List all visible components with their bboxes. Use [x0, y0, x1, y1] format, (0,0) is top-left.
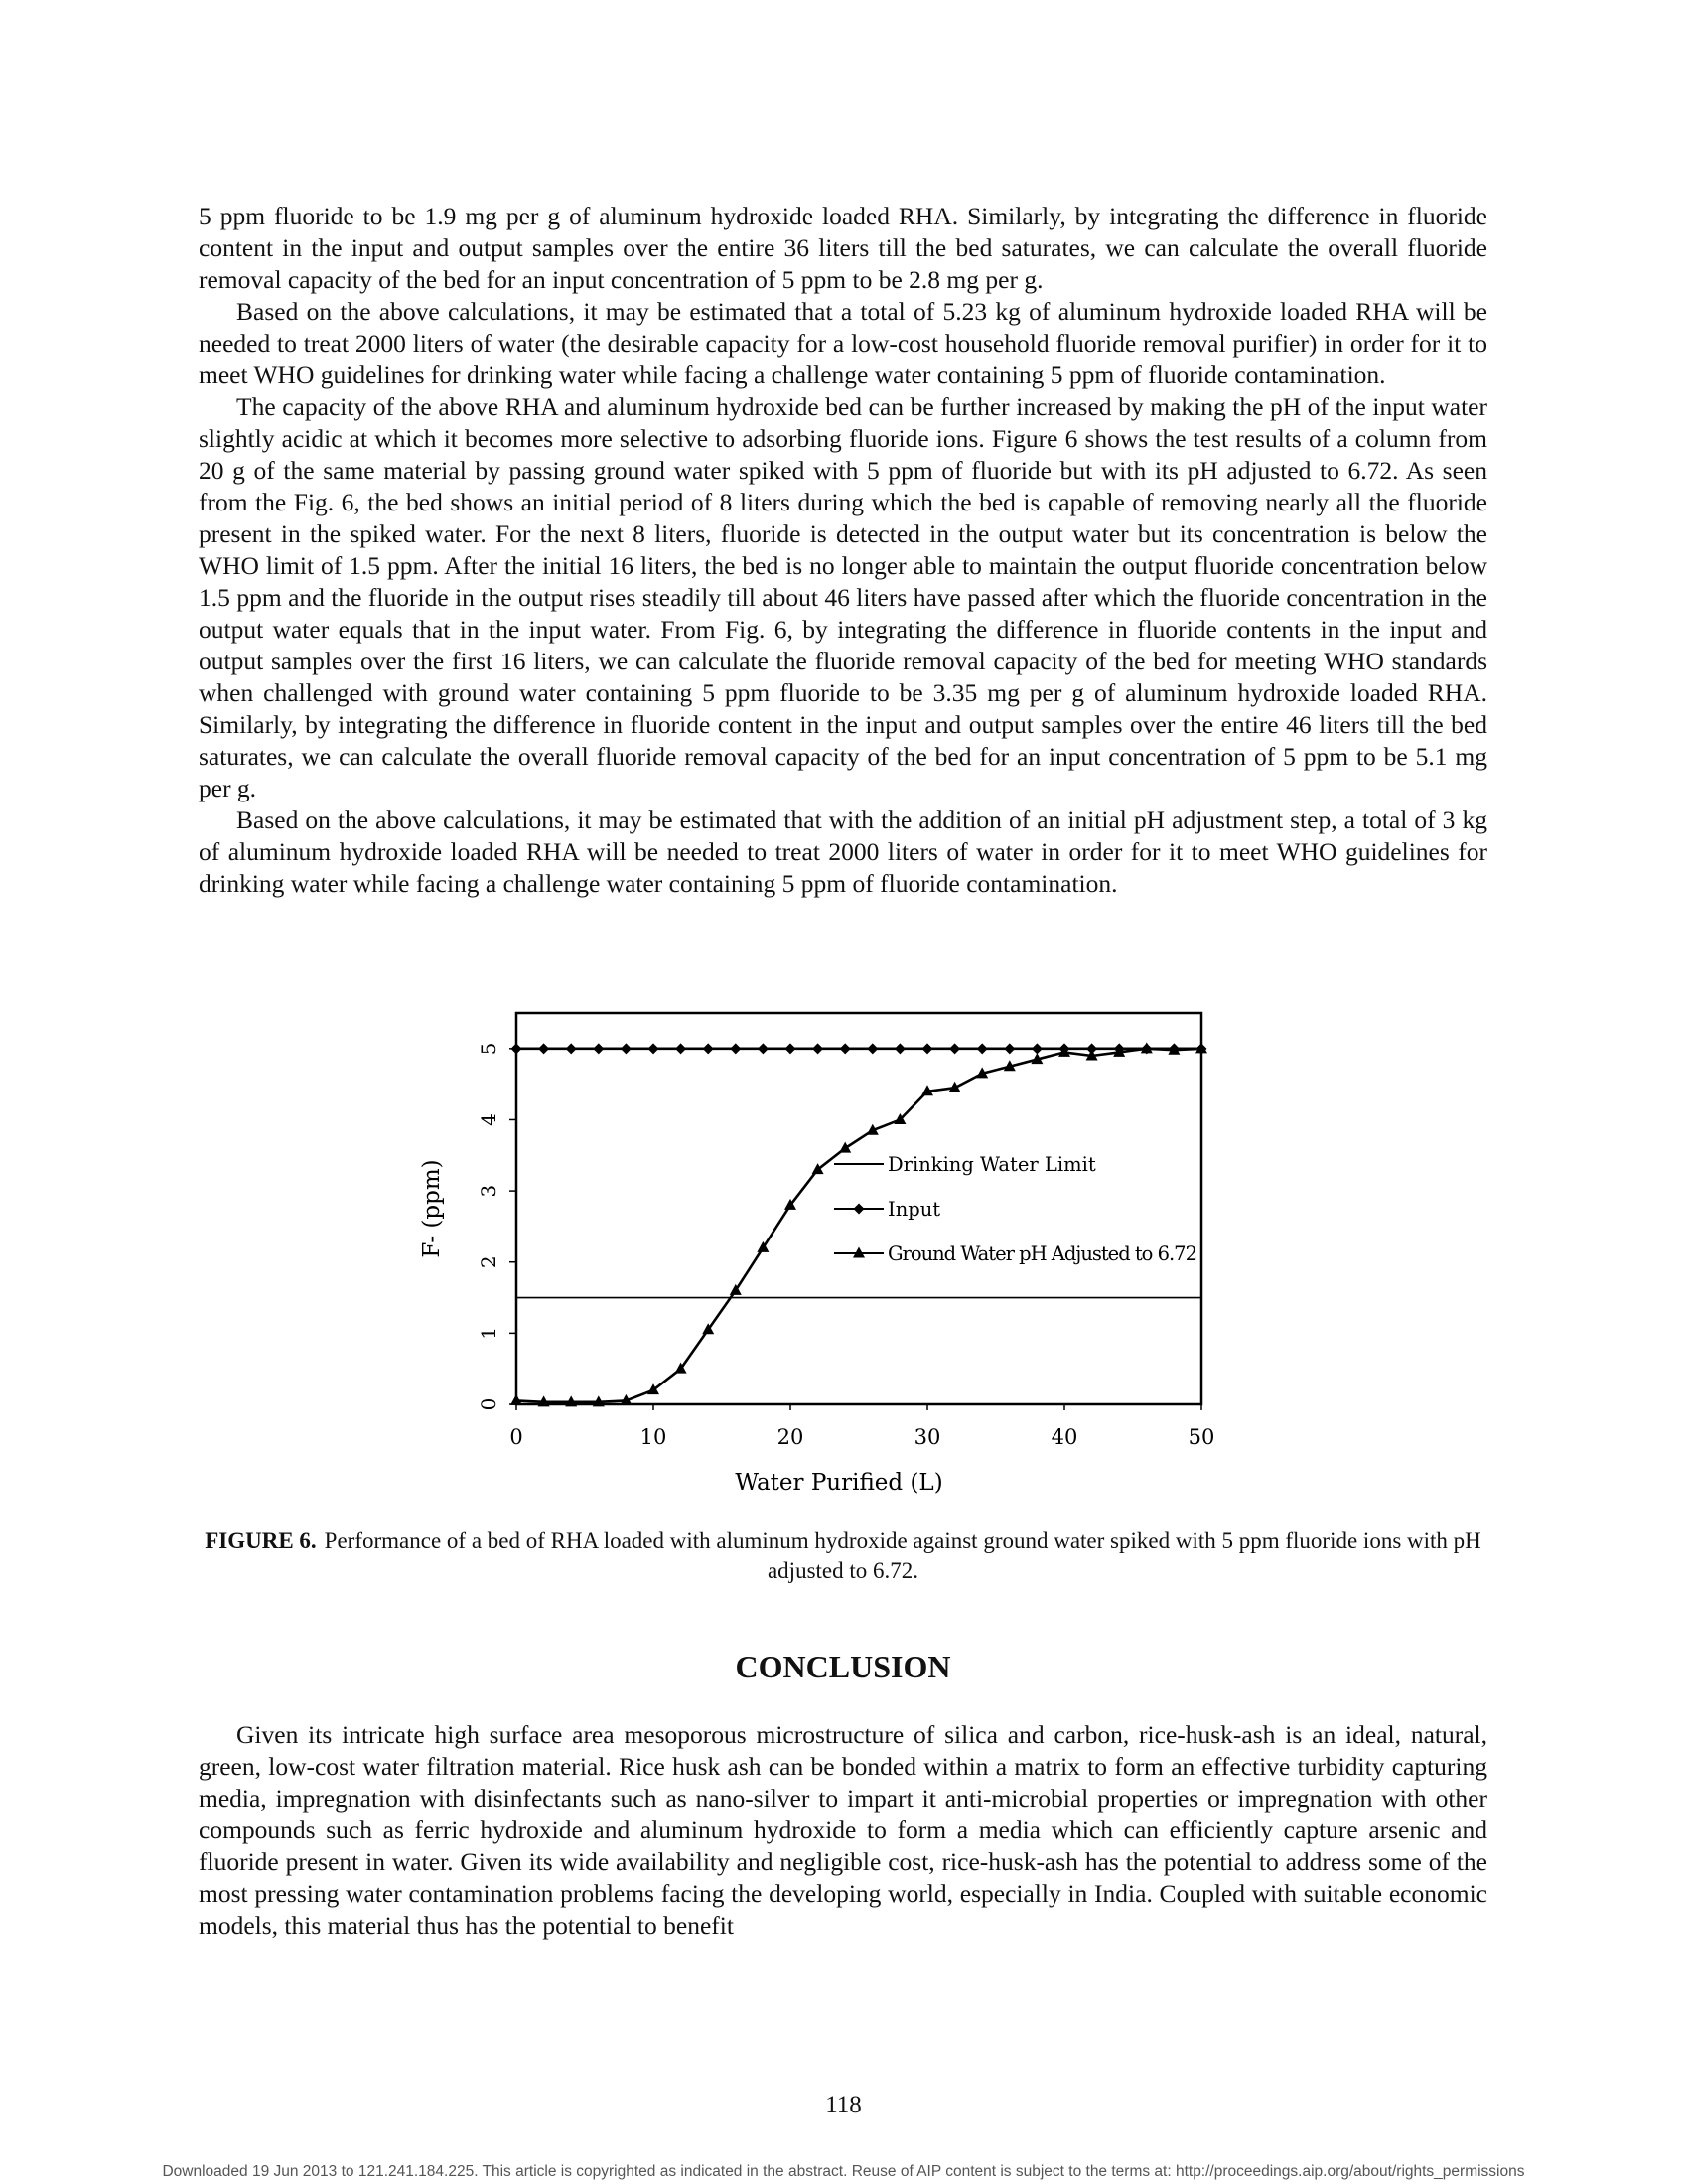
- paragraph: Based on the above calculations, it may be estimated that with the addition of an initial pH adjustment step, a total of 3 kg of aluminum hydroxide loaded RHA will be needed to treat 2000 liters of water in order for it to meet WHO guidelines for drinking water while facing a challenge water containing 5 ppm of fluoride contamination.: [199, 805, 1487, 898]
- figure-caption-label: FIGURE 6.: [205, 1529, 317, 1553]
- legend-label: Ground Water pH Adjusted to 6.72: [888, 1242, 1197, 1265]
- legend-label: Drinking Water Limit: [888, 1153, 1096, 1176]
- data-point: [566, 1043, 577, 1054]
- data-point: [867, 1043, 878, 1054]
- paragraph: The capacity of the above RHA and aluminum hydroxide bed can be further increased by making the pH of the input water slightly acidic at which it becomes more selective to adsorbing fluoride ions. Figure 6 shows the test results of a column from 20 g of the same material by passing ground water spiked with 5 ppm of fluoride but with its pH adjusted to 6.72. As seen from the Fig. 6, the bed shows an initial period of 8 liters during which the bed is capable of removing nearly all the fluoride present in the spiked water. For the next 8 liters, fluoride is detected in the output water but its concentration is below the WHO limit of 1.5 ppm. After the initial 16 liters, the bed is no longer able to maintain the output fluoride concentration below 1.5 ppm and the fluoride in the output rises steadily till about 46 liters have passed after which the fluoride concentration in the output water equals that in the input water. From Fig. 6, by integrating the difference in fluoride contents in the input and output samples over the first 16 liters, we can calculate the fluoride removal capacity of the bed for meeting WHO standards when challenged with ground water containing 5 ppm fluoride to be 3.35 mg per g of aluminum hydroxide loaded RHA. Similarly, by integrating the difference in fluoride content in the input and output samples over the entire 46 liters till the bed saturates, we can calculate the overall fluoride removal capacity of the bed for an input concentration of 5 ppm to be 5.1 mg per g.: [199, 392, 1487, 802]
- paragraph: Based on the above calculations, it may be estimated that a total of 5.23 kg of aluminum hydroxide loaded RHA will be needed to treat 2000 liters of water (the desirable capacity for a low-cost household fluoride removal purifier) in order for it to meet WHO guidelines for drinking water while facing a challenge water containing 5 ppm of fluoride contamination.: [199, 297, 1487, 389]
- x-axis: [509, 1404, 1214, 1449]
- section-heading: CONCLUSION: [735, 1649, 951, 1684]
- data-point: [1004, 1043, 1015, 1054]
- figure-caption: [199, 1527, 1487, 1586]
- x-tick-label: 10: [639, 1425, 667, 1449]
- legend-marker: [854, 1204, 865, 1215]
- x-tick-label: 30: [914, 1425, 941, 1449]
- body-text-top: [199, 201, 1487, 900]
- paragraph: 5 ppm fluoride to be 1.9 mg per g of aluminum hydroxide loaded RHA. Similarly, by integrating the difference in fluoride content in the input and output samples over the entire 36 liters till the bed saturates, we can calculate the overall fluoride removal capacity of the bed for an input concentration of 5 ppm to be 2.8 mg per g.: [199, 202, 1487, 294]
- data-point: [730, 1043, 741, 1054]
- data-point: [949, 1043, 960, 1054]
- data-point: [511, 1043, 522, 1054]
- data-point: [785, 1043, 796, 1054]
- series-layer: [510, 1042, 1207, 1406]
- data-point: [648, 1043, 659, 1054]
- legend: [834, 1153, 1197, 1265]
- page-number: 118: [825, 2092, 862, 2118]
- data-point: [839, 1142, 851, 1153]
- x-tick-label: 50: [1188, 1425, 1215, 1449]
- data-point: [1032, 1043, 1043, 1054]
- y-tick-label: 0: [477, 1397, 500, 1411]
- paragraph: Given its intricate high surface area mesoporous microstructure of silica and carbon, rice-husk-ash is an ideal, natural, green, low-cost water filtration material. Rice husk ash can be bonded within a matrix to form an effective turbidity capturing media, impregnation with disinfectants such as nano-silver to impart it anti-microbial properties or impregnation with other compounds such as ferric hydroxide and aluminum hydroxide to form a media which can efficiently capture arsenic and fluoride present in water. Given its wide availability and negligible cost, rice-husk-ash has the potential to address some of the most pressing water contamination problems facing the developing world, especially in India. Coupled with suitable economic models, this material thus has the potential to benefit: [199, 1720, 1487, 1940]
- series-input: [511, 1043, 1207, 1054]
- fluoride-chart: [417, 998, 1231, 1515]
- data-point: [703, 1043, 714, 1054]
- data-point: [621, 1043, 632, 1054]
- data-point: [922, 1043, 933, 1054]
- x-tick-label: 40: [1051, 1425, 1078, 1449]
- data-point: [758, 1043, 769, 1054]
- series-line: [516, 1049, 1201, 1402]
- y-tick-label: 3: [477, 1184, 500, 1198]
- x-axis-label: Water Purified (L): [735, 1470, 943, 1496]
- y-axis: [477, 1042, 516, 1410]
- y-tick-label: 4: [477, 1113, 500, 1126]
- data-point: [977, 1043, 988, 1054]
- series-ground-water: [510, 1042, 1207, 1406]
- y-axis-label: F- (ppm): [419, 1159, 445, 1258]
- y-tick-label: 5: [477, 1042, 500, 1056]
- y-tick-label: 2: [477, 1255, 500, 1269]
- x-tick-label: 20: [776, 1425, 804, 1449]
- data-point: [895, 1043, 906, 1054]
- y-tick-label: 1: [477, 1326, 500, 1340]
- data-point: [675, 1043, 686, 1054]
- download-footer: Downloaded 19 Jun 2013 to 121.241.184.225. This article is copyrighted as indicated in the abstract. Reuse of AIP content is subject to the terms at: http://proceedings.aip.org/about/rights_permissions: [162, 2163, 1525, 2180]
- body-text-conclusion: [199, 1719, 1487, 1942]
- data-point: [538, 1043, 549, 1054]
- data-point: [593, 1043, 604, 1054]
- legend-label: Input: [888, 1198, 941, 1221]
- x-tick-label: 0: [509, 1425, 523, 1449]
- figure-6: [417, 998, 1231, 1515]
- figure-caption-text: Performance of a bed of RHA loaded with aluminum hydroxide against ground water spiked with 5 ppm fluoride ions with pH adjusted to 6.72.: [324, 1529, 1481, 1583]
- data-point: [812, 1043, 823, 1054]
- data-point: [840, 1043, 851, 1054]
